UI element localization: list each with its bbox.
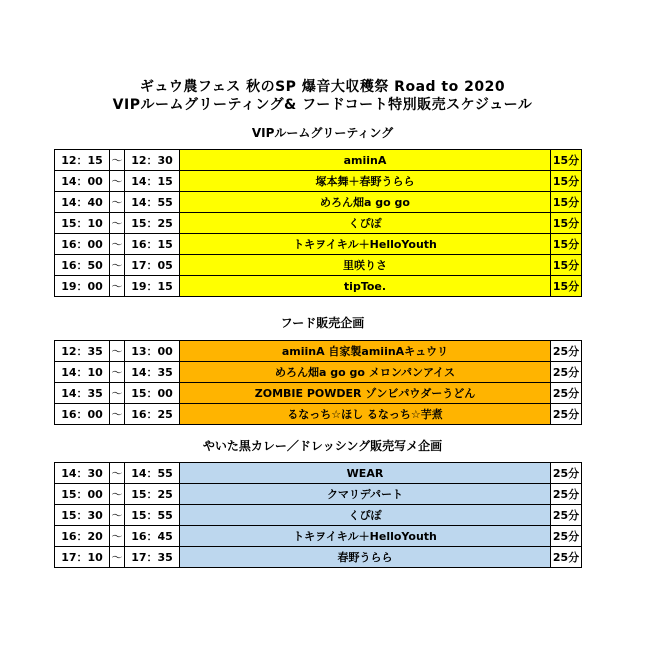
- time-separator: ～: [110, 463, 125, 484]
- schedule-row: [55, 484, 582, 505]
- end-time: 14：35: [125, 362, 180, 383]
- page-title: ギュウ農フェス 秋のSP 爆音大収穫祭 Road to 2020: [139, 79, 506, 95]
- end-time: 13：00: [125, 341, 180, 362]
- performer-name: 塚本舞＋春野うらら: [180, 171, 551, 192]
- time-separator: ～: [110, 192, 125, 213]
- start-time: 17：10: [55, 547, 110, 568]
- end-time: 14：15: [125, 171, 180, 192]
- end-time: 15：25: [125, 484, 180, 505]
- schedule-table-food: [54, 340, 582, 425]
- duration: 15分: [551, 213, 582, 234]
- schedule-row: [55, 404, 582, 425]
- duration: 25分: [551, 484, 582, 505]
- performer-name: トキヲイキル＋HelloYouth: [180, 526, 551, 547]
- time-separator: ～: [110, 484, 125, 505]
- start-time: 14：35: [55, 383, 110, 404]
- duration: 25分: [551, 505, 582, 526]
- performer-name: tipToe.: [180, 276, 551, 297]
- start-time: 14：00: [55, 171, 110, 192]
- end-time: 19：15: [125, 276, 180, 297]
- duration: 25分: [551, 463, 582, 484]
- schedule-row: [55, 234, 582, 255]
- start-time: 14：40: [55, 192, 110, 213]
- start-time: 12：35: [55, 341, 110, 362]
- schedule-row: [55, 213, 582, 234]
- performer-name: 里咲りさ: [180, 255, 551, 276]
- start-time: 14：10: [55, 362, 110, 383]
- end-time: 15：25: [125, 213, 180, 234]
- performer-name: めろん畑a go go: [180, 192, 551, 213]
- duration: 15分: [551, 234, 582, 255]
- end-time: 17：35: [125, 547, 180, 568]
- end-time: 14：55: [125, 463, 180, 484]
- time-separator: ～: [110, 276, 125, 297]
- schedule-row: [55, 526, 582, 547]
- time-separator: ～: [110, 383, 125, 404]
- end-time: 15：55: [125, 505, 180, 526]
- start-time: 12：15: [55, 150, 110, 171]
- start-time: 16：50: [55, 255, 110, 276]
- time-separator: ～: [110, 547, 125, 568]
- time-separator: ～: [110, 213, 125, 234]
- schedule-row: [55, 505, 582, 526]
- duration: 15分: [551, 276, 582, 297]
- performer-name: トキヲイキル＋HelloYouth: [180, 234, 551, 255]
- duration: 25分: [551, 383, 582, 404]
- end-time: 16：25: [125, 404, 180, 425]
- performer-name: WEAR: [180, 463, 551, 484]
- schedule-row: [55, 362, 582, 383]
- duration: 25分: [551, 404, 582, 425]
- schedule-row: [55, 341, 582, 362]
- section-heading-vip: VIPルームグリーティング: [251, 126, 394, 140]
- performer-name: くぴぽ: [180, 505, 551, 526]
- duration: 25分: [551, 526, 582, 547]
- start-time: 15：30: [55, 505, 110, 526]
- time-separator: ～: [110, 234, 125, 255]
- start-time: 15：00: [55, 484, 110, 505]
- time-separator: ～: [110, 505, 125, 526]
- page-subtitle: VIPルームグリーティング& フードコート特別販売スケジュール: [112, 97, 533, 113]
- schedule-row: [55, 255, 582, 276]
- section-heading-food: フード販売企画: [280, 316, 365, 330]
- start-time: 15：10: [55, 213, 110, 234]
- schedule-table-curry: [54, 462, 582, 568]
- performer-name: クマリデパート: [180, 484, 551, 505]
- end-time: 15：00: [125, 383, 180, 404]
- duration: 15分: [551, 150, 582, 171]
- schedule-row: [55, 171, 582, 192]
- end-time: 16：15: [125, 234, 180, 255]
- duration: 25分: [551, 341, 582, 362]
- section-heading-curry: やいた黒カレー／ドレッシング販売写メ企画: [202, 439, 443, 453]
- schedule-row: [55, 192, 582, 213]
- schedule-table-vip: [54, 149, 582, 297]
- schedule-row: [55, 463, 582, 484]
- performer-name: 春野うらら: [180, 547, 551, 568]
- duration: 15分: [551, 255, 582, 276]
- performer-name: amiinA 自家製amiinAキュウリ: [180, 341, 551, 362]
- start-time: 16：00: [55, 404, 110, 425]
- performer-name: めろん畑a go go メロンパンアイス: [180, 362, 551, 383]
- end-time: 17：05: [125, 255, 180, 276]
- start-time: 16：20: [55, 526, 110, 547]
- performer-name: るなっち☆ほし るなっち☆芋煮: [180, 404, 551, 425]
- end-time: 12：30: [125, 150, 180, 171]
- time-separator: ～: [110, 362, 125, 383]
- start-time: 19：00: [55, 276, 110, 297]
- end-time: 14：55: [125, 192, 180, 213]
- time-separator: ～: [110, 255, 125, 276]
- start-time: 16：00: [55, 234, 110, 255]
- end-time: 16：45: [125, 526, 180, 547]
- time-separator: ～: [110, 341, 125, 362]
- duration: 25分: [551, 547, 582, 568]
- performer-name: amiinA: [180, 150, 551, 171]
- schedule-row: [55, 276, 582, 297]
- time-separator: ～: [110, 526, 125, 547]
- duration: 25分: [551, 362, 582, 383]
- performer-name: くぴぽ: [180, 213, 551, 234]
- schedule-row: [55, 150, 582, 171]
- time-separator: ～: [110, 171, 125, 192]
- schedule-row: [55, 547, 582, 568]
- performer-name: ZOMBIE POWDER ゾンビパウダーうどん: [180, 383, 551, 404]
- time-separator: ～: [110, 150, 125, 171]
- duration: 15分: [551, 192, 582, 213]
- start-time: 14：30: [55, 463, 110, 484]
- schedule-row: [55, 383, 582, 404]
- duration: 15分: [551, 171, 582, 192]
- time-separator: ～: [110, 404, 125, 425]
